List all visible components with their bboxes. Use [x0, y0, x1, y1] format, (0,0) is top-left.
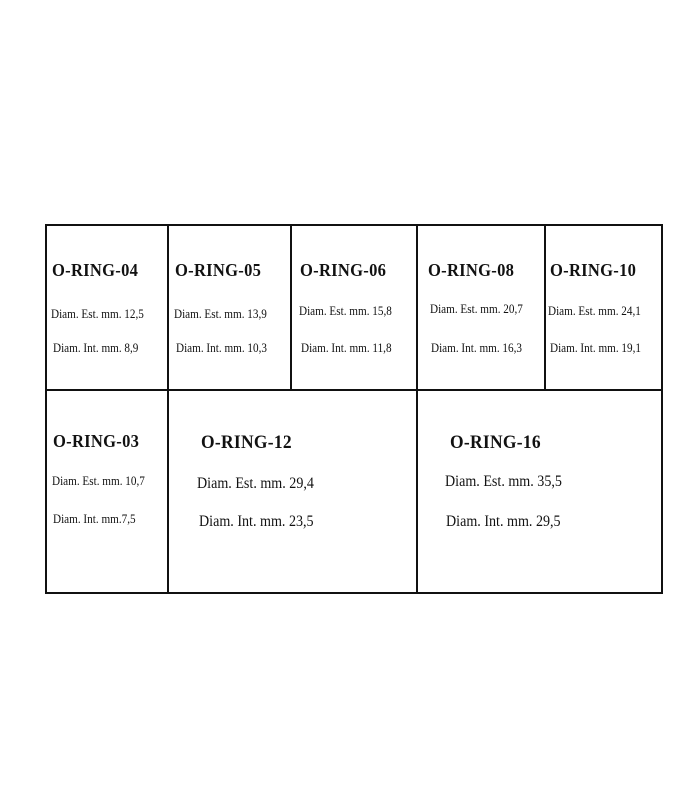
outer-diameter: Diam. Est. mm. 20,7 — [430, 301, 523, 316]
inner-diameter: Diam. Int. mm.7,5 — [53, 511, 136, 526]
outer-diameter: Diam. Est. mm. 35,5 — [445, 473, 562, 490]
o-ring-name: O-RING-16 — [450, 432, 541, 453]
inner-diameter: Diam. Int. mm. 23,5 — [199, 513, 314, 530]
outer-diameter: Diam. Est. mm. 24,1 — [548, 303, 641, 318]
o-ring-03-cell — [47, 391, 169, 592]
o-ring-05-cell — [169, 226, 292, 389]
inner-diameter: Diam. Int. mm. 11,8 — [301, 340, 392, 355]
o-ring-10-cell — [546, 226, 661, 389]
outer-diameter: Diam. Est. mm. 10,7 — [52, 473, 145, 488]
o-ring-size-table — [45, 224, 663, 594]
bottom-row — [47, 391, 661, 592]
inner-diameter: Diam. Int. mm. 29,5 — [446, 513, 561, 530]
top-row — [47, 226, 661, 391]
o-ring-name: O-RING-06 — [300, 260, 387, 280]
o-ring-name: O-RING-12 — [201, 432, 292, 453]
o-ring-name: O-RING-05 — [175, 260, 262, 280]
o-ring-06-cell — [292, 226, 418, 389]
o-ring-16-cell — [418, 391, 661, 592]
inner-diameter: Diam. Int. mm. 8,9 — [53, 340, 139, 355]
o-ring-08-cell — [418, 226, 546, 389]
outer-diameter: Diam. Est. mm. 29,4 — [197, 475, 314, 492]
outer-diameter: Diam. Est. mm. 12,5 — [51, 306, 144, 321]
o-ring-name: O-RING-03 — [53, 431, 140, 451]
outer-diameter: Diam. Est. mm. 15,8 — [299, 303, 392, 318]
inner-diameter: Diam. Int. mm. 19,1 — [550, 340, 641, 355]
o-ring-12-cell — [169, 391, 418, 592]
o-ring-04-cell — [47, 226, 169, 389]
o-ring-name: O-RING-08 — [428, 260, 515, 280]
o-ring-name: O-RING-04 — [52, 260, 139, 280]
outer-diameter: Diam. Est. mm. 13,9 — [174, 306, 267, 321]
o-ring-name: O-RING-10 — [550, 260, 637, 280]
inner-diameter: Diam. Int. mm. 10,3 — [176, 340, 267, 355]
inner-diameter: Diam. Int. mm. 16,3 — [431, 340, 522, 355]
